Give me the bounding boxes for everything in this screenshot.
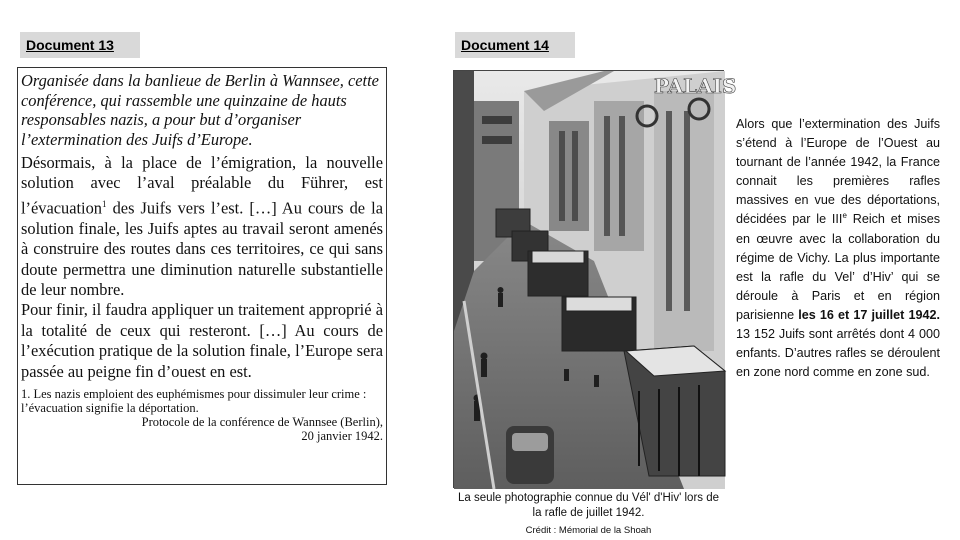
paragraph-1-start: Désormais, à la place de l’émigration, la nouvelle solution avec l’aval préalable du Führer, est l’évacuation <box>21 153 383 218</box>
context-text-c: 13 152 Juifs sont arrêtés dont 4 000 enfants. D’autres rafles se déroulent en zone nord comme en zone sud. <box>736 327 940 380</box>
ordinal-superscript: e <box>842 211 847 221</box>
source-line-1: Protocole de la conférence de Wannsee (Berlin), <box>141 414 383 429</box>
photo-caption: La seule photographie connue du Vél' d'Hiv' lors de la rafle de juillet 1942. <box>457 492 720 519</box>
source-line-2: 20 janvier 1942. <box>301 428 383 443</box>
document-13-label: Document 13 <box>20 32 140 58</box>
photo-credit: Crédit : Mémorial de la Shoah <box>525 525 652 536</box>
context-text-a: Alors que l’extermination des Juifs s’étend à l’Europe de l’Ouest au tournant de l’année 1942, la France connait les premières rafles massives en vue des déportations, décidées par le III <box>736 117 940 227</box>
rafle-dates: les 16 et 17 juillet 1942. <box>798 307 940 322</box>
photo-drawing <box>454 71 737 489</box>
excerpt-paragraph-1 <box>21 153 383 300</box>
document-14-label: Document 14 <box>455 32 575 58</box>
excerpt-introduction: Organisée dans la banlieue de Berlin à Wannsee, cette conférence, qui rassemble une quinzaine de hauts responsables nazis, a pour but d’organiser l’extermination des Juifs d’Europe. <box>21 71 379 149</box>
wannsee-text-excerpt <box>17 67 387 485</box>
photo-sign-text: PALAIS <box>654 74 737 98</box>
vel-d-hiv-photograph <box>453 70 737 488</box>
paragraph-1-end: des Juifs vers l’est. […] Au cours de la solution finale, les Juifs aptes au travail seront amenés à construire des routes dans ces territoires, ce qui sans doute permettra une diminution naturelle substantielle de leur nombre. <box>21 198 383 299</box>
excerpt-paragraph-2: Pour finir, il faudra appliquer un traitement approprié à la totalité de ceux qui resteront. […] Au cours de l’exécution pratique de la solution finale, l’Europe sera passée au peigne fin d’ouest en est. <box>21 300 383 381</box>
footnote: 1. Les nazis emploient des euphémismes pour dissimuler leur crime : l’évacuation signifie la déportation. <box>21 386 367 415</box>
context-text-b: Reich et mises en œuvre avec la collaboration du régime de Vichy. La plus importante est la rafle du Vel’ d’Hiv’ qui se déroule à Paris et en région parisienne <box>736 212 940 322</box>
footnote-marker: 1 <box>102 198 107 209</box>
context-paragraph <box>736 115 940 382</box>
